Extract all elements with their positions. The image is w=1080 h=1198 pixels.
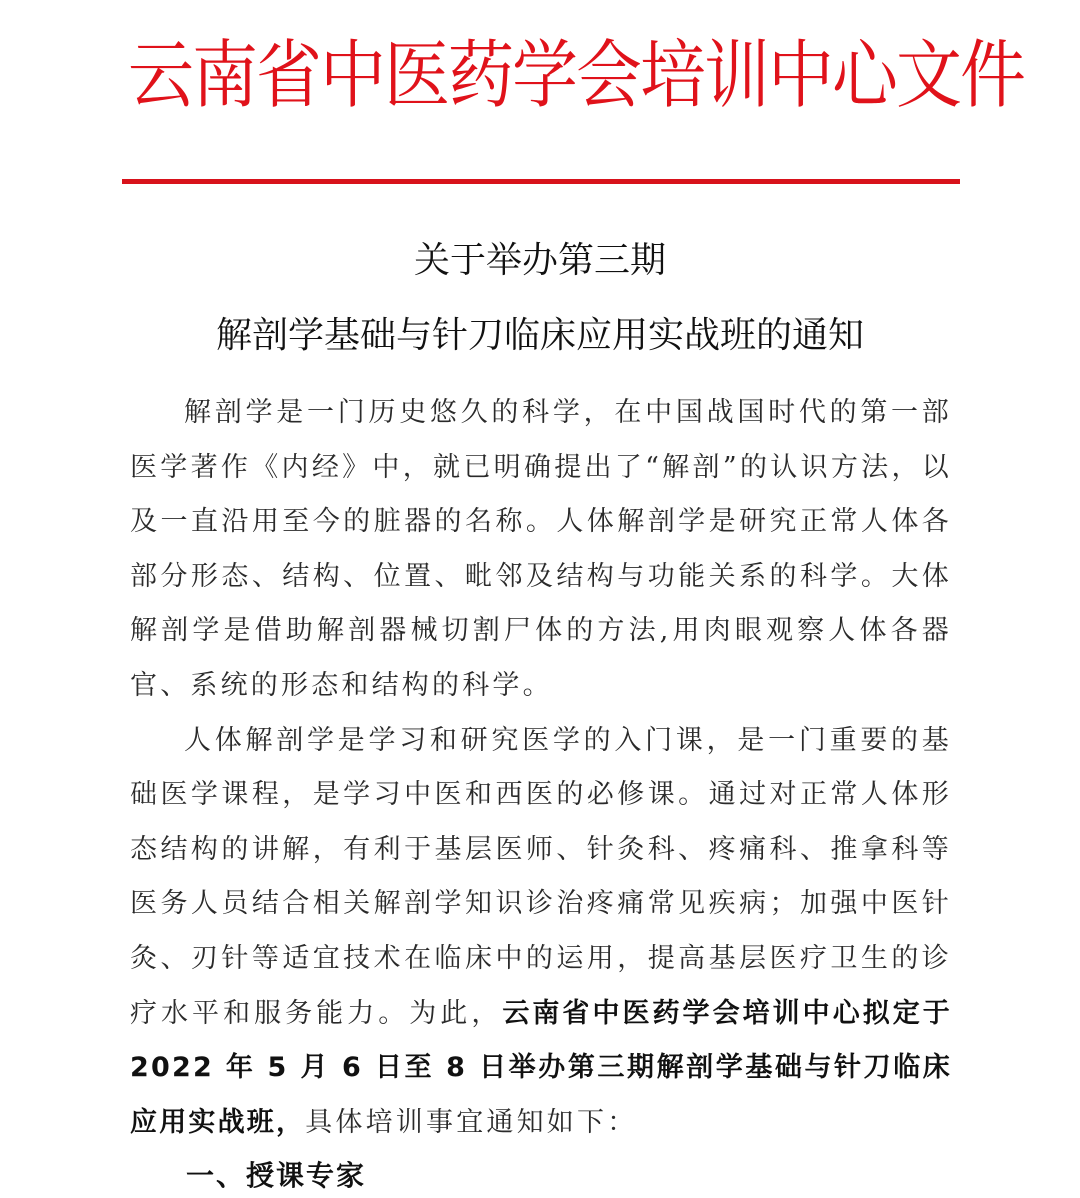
document-title-line-1: 关于举办第三期 bbox=[413, 240, 666, 281]
paragraph-2-intro: 人体解剖学是学习和研究医学的入门课，是一门重要的基础医学课程，是学习中医和西医的必修课。通过对正常人体形态结构的讲解，有利于基层医师、针灸科、疼痛科、推拿科等医务人员结合相关解剖学知识诊治疼痛常见疾病；加强中医针灸、刃针等适宜技术在临床中的运用，提高基层医疗卫生的诊疗水平和服务能力。为此， bbox=[130, 724, 952, 1029]
section-heading-lecturers: 一、授课专家 bbox=[186, 1159, 367, 1192]
header-red-rule bbox=[122, 179, 960, 184]
paragraph-2-bold-announcement: 云南省中医药学会培训中心拟定于 2022 年 5 月 6 日至 8 日举办第三期解剖学基础与针刀临床应用实战班， bbox=[130, 997, 953, 1138]
org-header-title: 云南省中医药学会培训中心文件 bbox=[128, 32, 1024, 119]
document-body bbox=[130, 386, 952, 1150]
paragraph-1: 解剖学是一门历史悠久的科学，在中国战国时代的第一部医学著作《内经》中，就已明确提出了“解剖”的认识方法，以及一直沿用至今的脏器的名称。人体解剖学是研究正常人体各部分形态、结构、位置、毗邻及结构与功能关系的科学。大体解剖学是借助解剖器械切割尸体的方法,用肉眼观察人体各器官、系统的形态和结构的科学。 bbox=[130, 397, 952, 701]
paragraph-2-closing: 具体培训事宜通知如下： bbox=[305, 1106, 638, 1138]
document-title-line-2: 解剖学基础与针刀临床应用实战班的通知 bbox=[215, 315, 864, 356]
paragraph-2 bbox=[130, 714, 952, 1151]
